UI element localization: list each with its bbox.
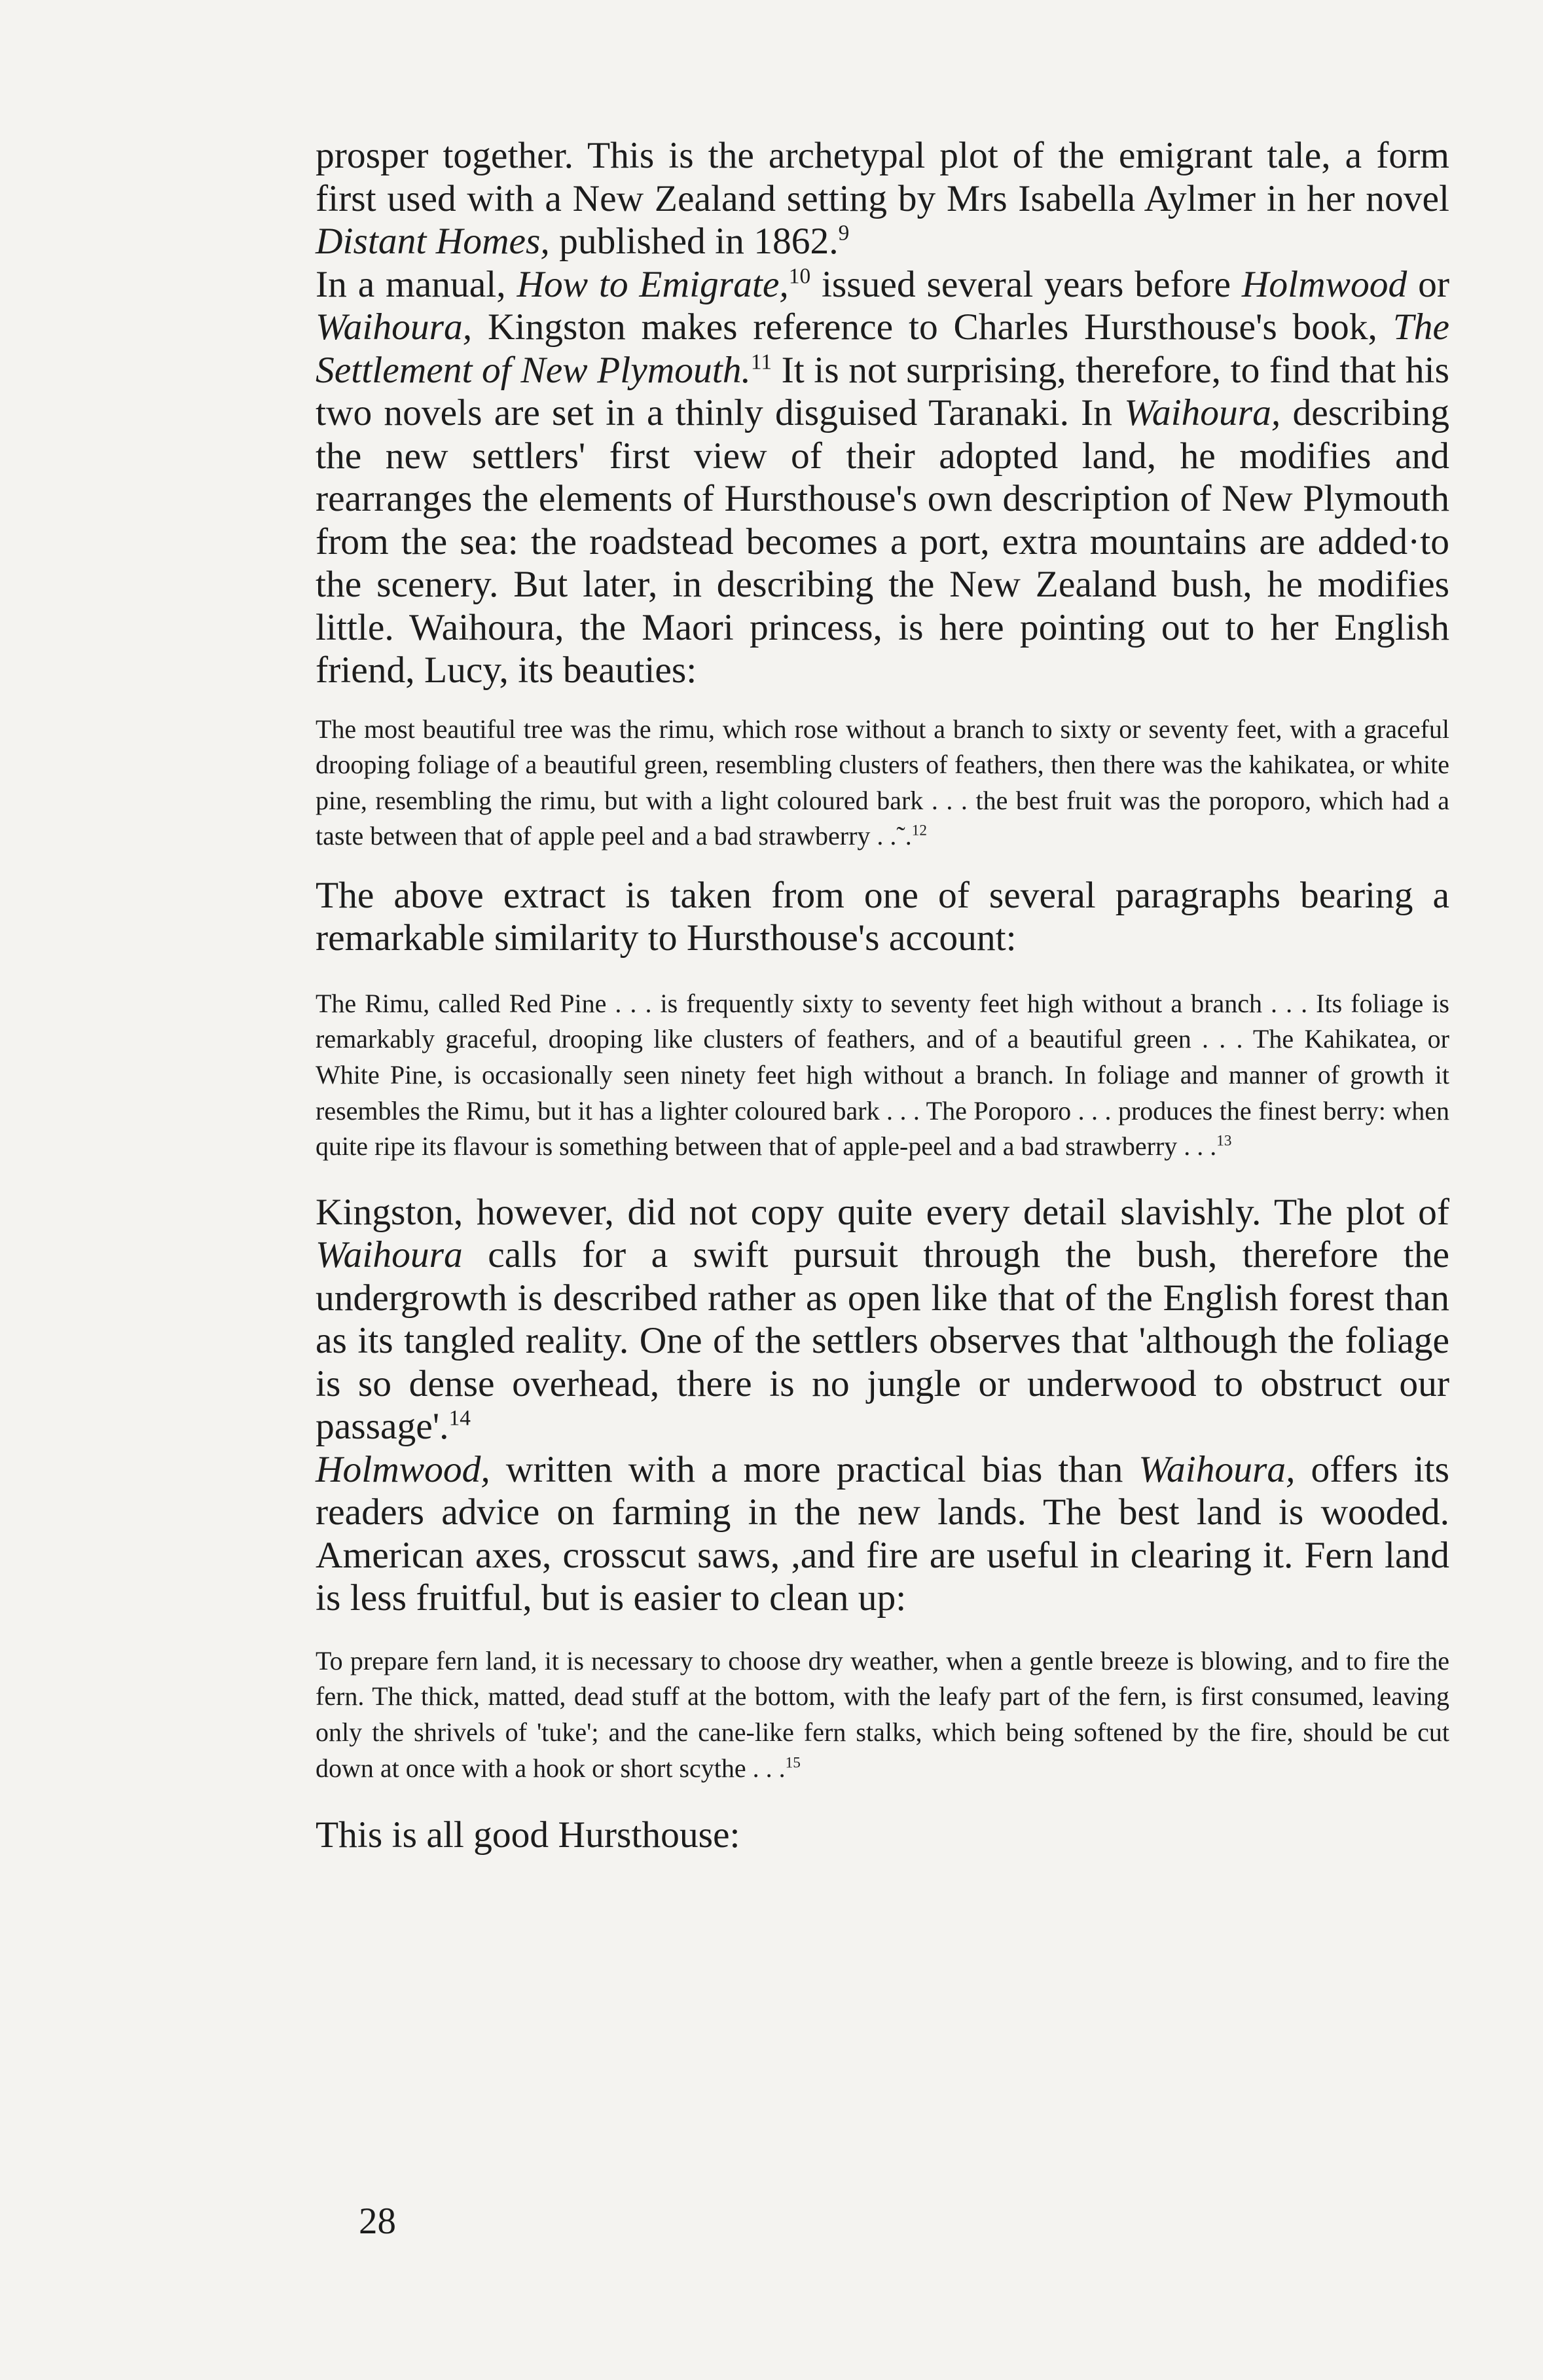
text-run: In a manual, xyxy=(316,263,517,305)
text-run: prosper together. This is the archetypal plot of the emigrant tale, a form first used with a New Zealand setting by Mrs Isabella Aylmer in her novel xyxy=(316,135,1449,219)
block-quote-1 xyxy=(316,712,1449,854)
page-number: 28 xyxy=(359,2201,396,2242)
paragraph-4 xyxy=(316,1191,1449,1448)
italic-title: Holmwood xyxy=(1241,263,1407,305)
block-quote-2 xyxy=(316,986,1449,1165)
text-run: It is not surprising, therefore, to find that his two novels are set in a thinly disguised Taranaki. In xyxy=(316,349,1450,433)
footnote-ref: 11 xyxy=(750,349,772,374)
text-run: offers its readers advice on farming in the new lands. The best land is wooded. American axes, crosscut saws, ,and fire are useful in clearing it. Fern land is less fruitful, but is easier to clean up: xyxy=(316,1448,1449,1619)
paragraph-5 xyxy=(316,1448,1449,1620)
italic-title: Waihoura, xyxy=(1124,392,1281,433)
footnote-ref: 15 xyxy=(785,1754,801,1772)
footnote-ref: 9 xyxy=(838,221,850,246)
text-run: describing the new settlers' first view of their adopted land, he modifies and rearranges the elements of Hursthouse's own description of New Plymouth from the sea: the roadstead becomes a port, extra mountains are added·to the scenery. But later, in describing the New Zealand bush, he modifies little. Waihoura, the Maori princess, is here pointing out to her English friend, Lucy, its beauties: xyxy=(316,392,1449,691)
text-run: Kingston makes reference to Charles Hursthouse's book, xyxy=(472,306,1393,348)
paragraph-3 xyxy=(316,874,1449,960)
paragraph-2 xyxy=(316,263,1449,692)
footnote-ref: 14 xyxy=(448,1406,471,1431)
block-quote-3 xyxy=(316,1643,1449,1786)
text-run: published in 1862. xyxy=(549,221,839,262)
quote-text: The Rimu, called Red Pine . . . is frequently sixty to seventy feet high without a branch . . . Its foliage is remarkably graceful, drooping like clusters of feathers, and of a beautiful green . . . The Kahikatea, or White Pine, is occasionally seen ninety feet high without a branch. In foliage and manner of growth it resembles the Rimu, but it has a lighter coloured bark . . . The Poroporo . . . produces the finest berry: when quite ripe its flavour is something between that of apple-peel and a bad strawberry . . . xyxy=(316,988,1449,1162)
quote-text: To prepare fern land, it is necessary to choose dry weather, when a gentle breeze is blowing, and to fire the fern. The thick, matted, dead stuff at the bottom, with the leafy part of the fern, is first consumed, leaving only the shrivels of 'tuke'; and the cane-like fern stalks, which being softened by the fire, should be cut down at once with a hook or short scythe . . . xyxy=(316,1645,1449,1783)
paragraph-1 xyxy=(316,134,1449,263)
text-run: calls for a swift pursuit through the bush, therefore the undergrowth is described rather as open like that of the English forest than as its tangled reality. One of the settlers observes that 'although the foliage is so dense overhead, there is no jungle or underwood to obstruct our passage'. xyxy=(316,1234,1449,1448)
text-run: issued several years before xyxy=(810,263,1242,305)
page-body xyxy=(316,134,1449,1857)
text-run: or xyxy=(1407,263,1449,305)
text-run: Kingston, however, did not copy quite every detail slavishly. The plot of xyxy=(316,1191,1449,1233)
footnote-ref: 12 xyxy=(911,822,927,839)
italic-title: Waihoura xyxy=(316,1234,463,1276)
italic-title: Distant Homes, xyxy=(316,221,550,262)
quote-text: The most beautiful tree was the rimu, which rose without a branch to sixty or seventy feet, with a graceful drooping foliage of a beautiful green, resembling clusters of feathers, then there was the kahikatea, or white pine, resembling the rimu, but with a light coloured bark . . . the best fruit was the poroporo, which had a taste between that of apple peel and a bad strawberry . .˜. xyxy=(316,714,1449,851)
paragraph-6 xyxy=(316,1814,1449,1857)
italic-title: Waihoura, xyxy=(316,306,473,348)
text-run: This is all good Hursthouse: xyxy=(316,1814,740,1856)
footnote-ref: 13 xyxy=(1216,1132,1232,1150)
italic-title: Holmwood, xyxy=(316,1448,490,1490)
footnote-ref: 10 xyxy=(788,263,811,288)
text-run: The above extract is taken from one of several paragraphs bearing a remarkable similarity to Hursthouse's account: xyxy=(316,874,1449,959)
italic-title: The Settlement of New Plymouth. xyxy=(316,306,1449,391)
text-run: written with a more practical bias than xyxy=(490,1448,1139,1490)
italic-title: How to Emigrate, xyxy=(517,263,789,305)
italic-title: Waihoura, xyxy=(1138,1448,1296,1490)
